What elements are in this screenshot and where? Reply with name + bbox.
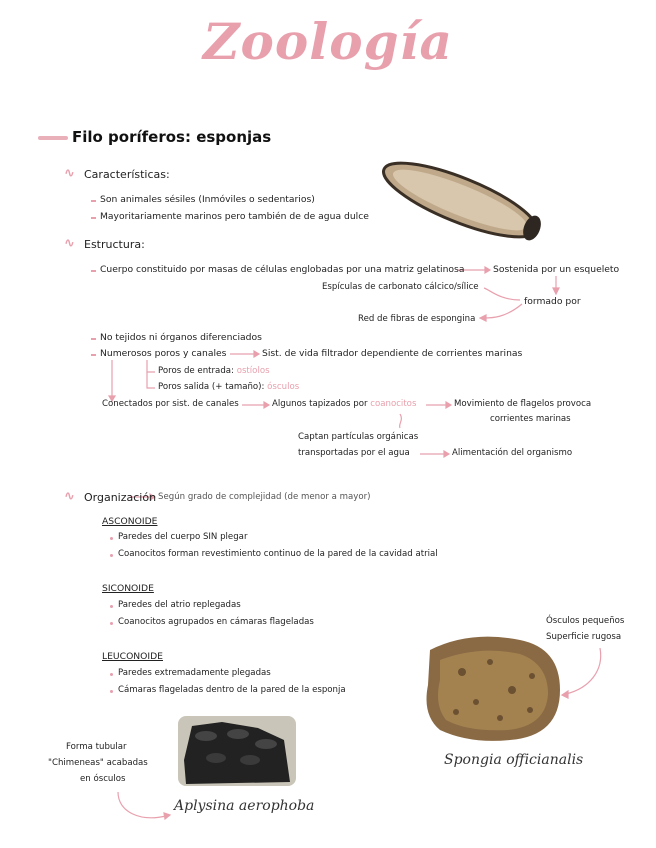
conectados-text: Conectados por sist. de canales <box>102 399 239 409</box>
coanocitos-term: coanocitos <box>370 399 417 409</box>
siconoide-item-2: Coanocitos agrupados en cámaras flageladas <box>118 617 314 627</box>
caracteristicas-label: Características: <box>84 168 170 181</box>
captan-text-2: transportadas por el agua <box>298 448 410 458</box>
dash-bullet <box>91 270 96 272</box>
algunos-label: Algunos tapizados por <box>272 399 368 409</box>
movimiento-text-2: corrientes marinas <box>490 414 571 424</box>
red-fibras-text: Red de fibras de espongina <box>358 314 476 324</box>
poros-entrada-text <box>158 366 270 376</box>
alimentacion-text: Alimentación del organismo <box>452 448 573 458</box>
dash-bullet <box>91 354 96 356</box>
leuconoide-item-2: Cámaras flageladas dentro de la pared de la esponja <box>118 685 346 695</box>
leuconoide-item-1: Paredes extremadamente plegadas <box>118 668 271 678</box>
tubular-sponge-image <box>376 149 545 251</box>
dot-bullet <box>110 690 113 693</box>
cuerpo-text: Cuerpo constituido por masas de células englobadas por una matriz gelatinosa <box>100 264 465 275</box>
ostiolos-term: ostíolos <box>236 366 270 376</box>
aplysina-caption: Aplysina aerophoba <box>174 798 315 814</box>
type-siconoide: SICONOIDE <box>102 583 154 594</box>
dot-bullet <box>110 554 113 557</box>
movimiento-text-1: Movimiento de flagelos provoca <box>454 399 592 409</box>
osculos-note-1: Ósculos pequeños <box>546 616 625 626</box>
forma-note-1: Forma tubular <box>66 742 127 752</box>
dot-bullet <box>110 605 113 608</box>
dot-bullet <box>110 673 113 676</box>
algunos-text <box>272 399 416 409</box>
formado-text: formado por <box>524 296 581 307</box>
page-title: Zoología <box>203 12 453 71</box>
poros-salida-label: Poros salida (+ tamaño): <box>158 382 265 392</box>
estructura-label: Estructura: <box>84 238 145 251</box>
spongia-sponge-image <box>427 637 561 741</box>
sostenida-text: Sostenida por un esqueleto <box>493 264 620 275</box>
numerosos-text: Numerosos poros y canales <box>100 348 227 359</box>
forma-note-3: en ósculos <box>80 774 126 784</box>
caracteristica-2: Mayoritariamente marinos pero también de de agua dulce <box>100 211 369 222</box>
dot-bullet <box>110 622 113 625</box>
organizacion-label: Organización <box>84 491 157 504</box>
asconoide-item-2: Coanocitos forman revestimiento continuo de la pared de la cavidad atrial <box>118 549 438 559</box>
sist-vida-text: Sist. de vida filtrador dependiente de corrientes marinas <box>262 348 523 359</box>
no-tejidos-text: No tejidos ni órganos diferenciados <box>100 332 262 343</box>
forma-note-2: "Chimeneas" acabadas <box>48 758 148 768</box>
curl-bullet-icon: ∿ <box>64 489 75 504</box>
osculos-note-2: Superficie rugosa <box>546 632 622 642</box>
osculos-term: ósculos <box>267 382 300 392</box>
section-heading: Filo poríferos: esponjas <box>72 128 272 146</box>
asconoide-item-1: Paredes del cuerpo SIN plegar <box>118 532 248 542</box>
caracteristica-1: Son animales sésiles (Inmóviles o sedentarios) <box>100 194 315 205</box>
aplysina-sponge-image <box>178 716 296 786</box>
dash-bullet <box>91 338 96 340</box>
poros-salida-text <box>158 382 299 392</box>
espiculas-text: Espículas de carbonato cálcico/sílice <box>322 282 479 292</box>
organizacion-note: Según grado de complejidad (de menor a mayor) <box>158 492 371 502</box>
type-leuconoide: LEUCONOIDE <box>102 651 163 662</box>
siconoide-item-1: Paredes del atrio replegadas <box>118 600 241 610</box>
captan-text-1: Captan partículas orgánicas <box>298 432 419 442</box>
spongia-caption: Spongia officianalis <box>444 752 584 768</box>
poros-entrada-label: Poros de entrada: <box>158 366 234 376</box>
curl-bullet-icon: ∿ <box>64 236 75 251</box>
dot-bullet <box>110 537 113 540</box>
curl-bullet-icon: ∿ <box>64 166 75 181</box>
type-asconoide: ASCONOIDE <box>102 516 158 527</box>
